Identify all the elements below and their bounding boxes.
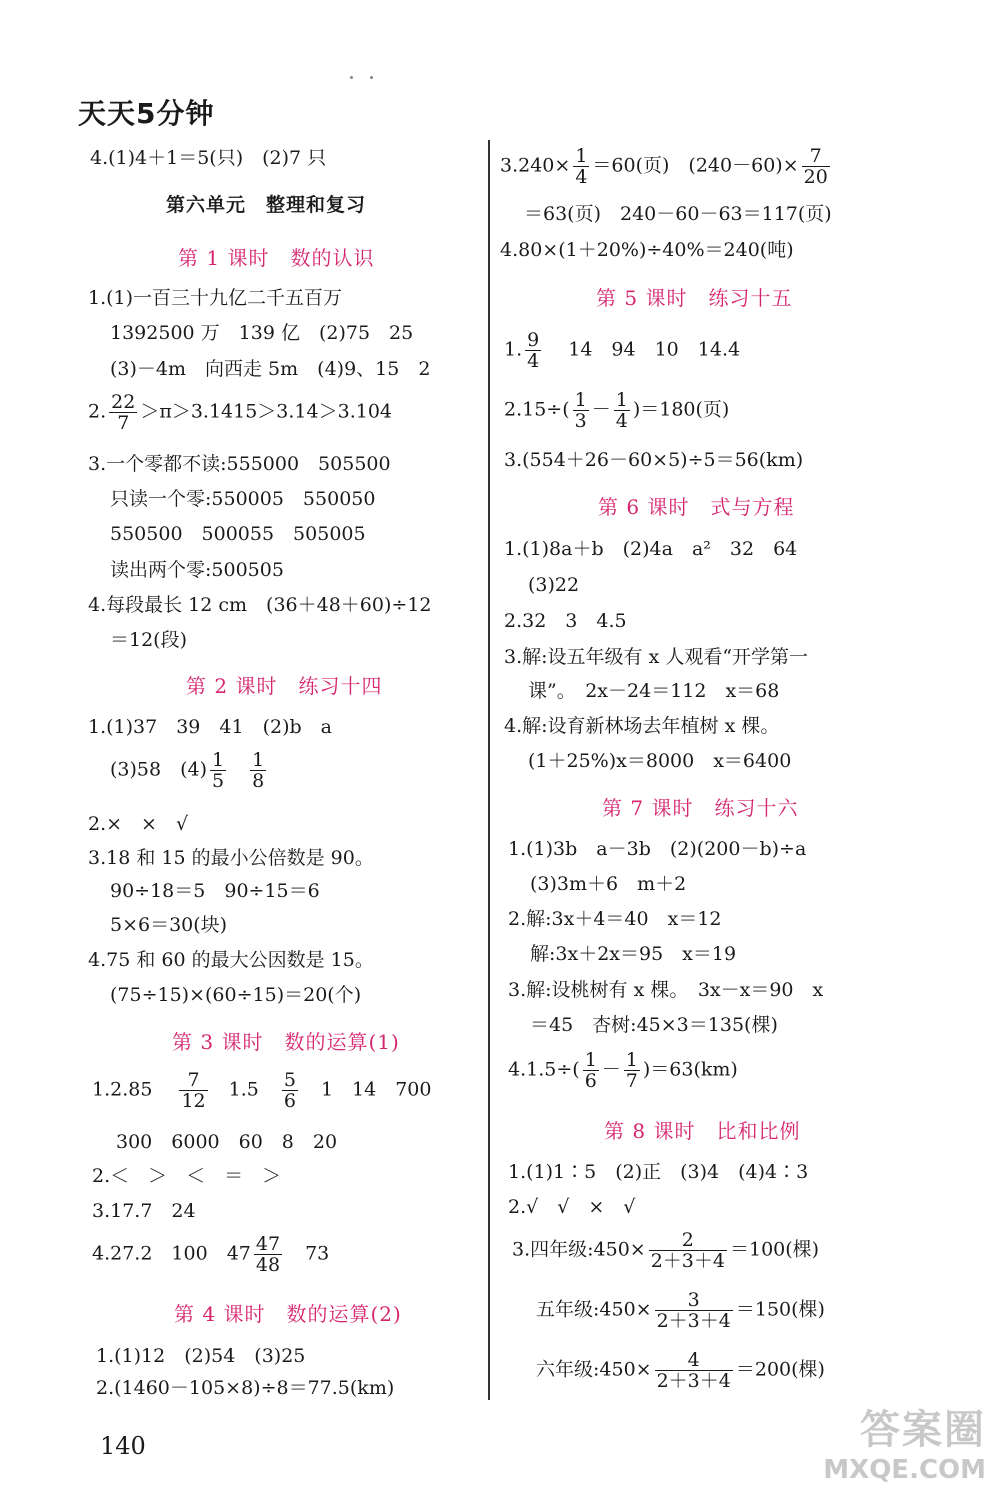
answer-line: 3.(554＋26－60×5)÷5＝56(km) (504, 449, 804, 471)
item-number: 2. (88, 400, 107, 423)
lesson-heading: 第 8 课时 比和比例 (604, 1119, 801, 1143)
answer-line: 2.32 3 4.5 (504, 610, 627, 632)
watermark-logo: 答案圈 (860, 1407, 986, 1453)
fraction: $\frac{1}{8}$ (252, 749, 265, 792)
answer-line: 读出两个零:500505 (110, 559, 284, 581)
answer-line: 3.四年级:450× $\frac{2}{2+3+4}$ ＝100(棵) (512, 1229, 820, 1272)
answer-line: 4.解:设育新林场去年植树 x 棵。 (504, 715, 780, 737)
answer-line: 2.15÷( $\frac{1}{3}$ － $\frac{1}{4}$ )＝180(页) (504, 389, 730, 432)
fraction: $\frac{1}{3}$ (574, 389, 587, 432)
answer-line: 1.(1)8a＋b (2)4a a² 32 64 (504, 538, 798, 560)
lesson-heading: 第 5 课时 练习十五 (596, 286, 793, 310)
watermark (823, 1398, 986, 1485)
answer-line: 五年级:450× $\frac{3}{2+3+4}$ ＝150(棵) (536, 1289, 825, 1332)
answer-line: 1.(1)1∶5 (2)正 (3)4 (4)4∶3 (508, 1161, 809, 1183)
answer-line: 4.75 和 60 的最大公因数是 15。 (88, 949, 374, 971)
answer-line: 3.17.7 24 (92, 1200, 196, 1222)
fraction: $\frac{1}{7}$ (625, 1049, 638, 1092)
lesson-heading: 第 2 课时 练习十四 (186, 674, 383, 698)
lesson-heading: 第 7 课时 练习十六 (602, 796, 799, 820)
answer-line (88, 392, 392, 433)
page-number: 140 (100, 1432, 146, 1460)
fraction: $\frac{47}{48}$ (255, 1233, 281, 1276)
unit-title: 第六单元 整理和复习 (166, 194, 367, 216)
fraction: $\frac{1}{4}$ (615, 389, 628, 432)
fraction: $\frac{3}{2+3+4}$ (656, 1289, 731, 1332)
answer-text: ＞π＞3.1415＞3.14＞3.104 (140, 400, 392, 423)
answer-text: (3)58 (4) (110, 758, 208, 781)
scan-speck (350, 76, 353, 79)
answer-line: 2.解:3x＋4＝40 x＝12 (508, 908, 722, 930)
lesson-heading: 第 6 课时 式与方程 (598, 495, 795, 519)
answer-line (110, 750, 269, 791)
answer-line: 5×6＝30(块) (110, 914, 228, 936)
answer-line: (3)3m＋6 m＋2 (530, 873, 687, 895)
answer-line: 90÷18＝5 90÷15＝6 (110, 880, 320, 902)
answer-line: 课”。 2x－24＝112 x＝68 (528, 680, 780, 702)
answer-line: (3)22 (528, 574, 580, 596)
lesson-heading: 第 1 课时 数的认识 (178, 246, 375, 270)
fraction: $\frac{22}{7}$ (111, 391, 136, 434)
answer-line: 1.(1)一百三十九亿二千五百万 (88, 287, 343, 309)
answer-line: 4.80×(1＋20%)÷40%＝240(吨) (500, 239, 794, 261)
fraction: $\frac{4}{2+3+4}$ (656, 1349, 731, 1392)
fraction: $\frac{1}{5}$ (212, 749, 225, 792)
answer-line: 3.240× $\frac{1}{4}$ ＝60(页) (240－60)× $\frac{7}{20}$ (500, 145, 828, 188)
answer-line: 六年级:450× $\frac{4}{2+3+4}$ ＝200(棵) (536, 1349, 825, 1392)
answer-line: (3)－4m 向西走 5m (4)9、15 2 (110, 358, 431, 380)
lesson-heading: 第 3 课时 数的运算(1) (172, 1030, 400, 1054)
answer-line: 4.1.5÷( $\frac{1}{6}$ － $\frac{1}{7}$ )＝63(km) (508, 1049, 738, 1092)
fraction: $\frac{7}{12}$ (181, 1069, 206, 1112)
answer-line: 300 6000 60 8 20 (116, 1131, 338, 1153)
answer-line: 1.(1)3b a－3b (2)(200－b)÷a (508, 838, 807, 860)
answer-line: ＝12(段) (110, 629, 188, 651)
answer-line: (75÷15)×(60÷15)＝20(个) (110, 984, 362, 1006)
fraction: $\frac{1}{4}$ (575, 145, 588, 188)
answer-line: (1＋25%)x＝8000 x＝6400 (528, 750, 792, 772)
watermark-url: MXQE.COM (823, 1455, 986, 1485)
answer-line: 1392500 万 139 亿 (2)75 25 (110, 322, 414, 344)
fraction: $\frac{9}{4}$ (527, 329, 540, 372)
fraction: $\frac{1}{6}$ (584, 1049, 597, 1092)
answer-line: 3.一个零都不读:555000 505500 (88, 453, 391, 475)
lesson-heading: 第 4 课时 数的运算(2) (174, 1302, 402, 1326)
answer-line: 1.2.85 $\frac{7}{12}$ 1.5 $\frac{5}{6}$ 1 14 700 (92, 1069, 432, 1112)
answer-line: ＝45 杏树:45×3＝135(棵) (530, 1014, 778, 1036)
answer-line: 4.27.2 100 47 $\frac{47}{48}$ 73 (92, 1233, 330, 1276)
answer-line: 1.(1)12 (2)54 (3)25 (96, 1345, 306, 1367)
column-divider (488, 140, 490, 1400)
answer-line: 4.(1)4＋1＝5(只) (2)7 只 (90, 147, 327, 169)
answer-line: 2.＜ ＞ ＜ ＝ ＞ (92, 1165, 282, 1187)
answer-line: 2.× × √ (88, 813, 189, 835)
answer-line: 1. $\frac{9}{4}$ 14 94 10 14.4 (504, 329, 741, 372)
answer-line: 解:3x＋2x＝95 x＝19 (530, 943, 737, 965)
answer-line: 2.(1460－105×8)÷8＝77.5(km) (96, 1377, 395, 1399)
answer-line: 3.解:设桃树有 x 棵。 3x－x＝90 x (508, 979, 824, 1001)
answer-line: 只读一个零:550005 550050 (110, 488, 376, 510)
page-header: 天天5分钟 (78, 97, 215, 130)
fraction: $\frac{5}{6}$ (283, 1069, 296, 1112)
answer-line: 4.每段最长 12 cm (36＋48＋60)÷12 (88, 594, 432, 616)
answer-line: 1.(1)37 39 41 (2)b a (88, 716, 332, 738)
answer-line: 3.解:设五年级有 x 人观看“开学第一 (504, 646, 809, 668)
answer-line: 3.18 和 15 的最小公倍数是 90。 (88, 847, 374, 869)
scan-speck (370, 76, 373, 79)
fraction: $\frac{7}{20}$ (803, 145, 828, 188)
answer-line: 2.√ √ × √ (508, 1196, 636, 1218)
answer-line: 550500 500055 505005 (110, 523, 366, 545)
answer-line: ＝63(页) 240－60－63＝117(页) (524, 203, 832, 225)
fraction: $\frac{2}{2+3+4}$ (650, 1229, 725, 1272)
